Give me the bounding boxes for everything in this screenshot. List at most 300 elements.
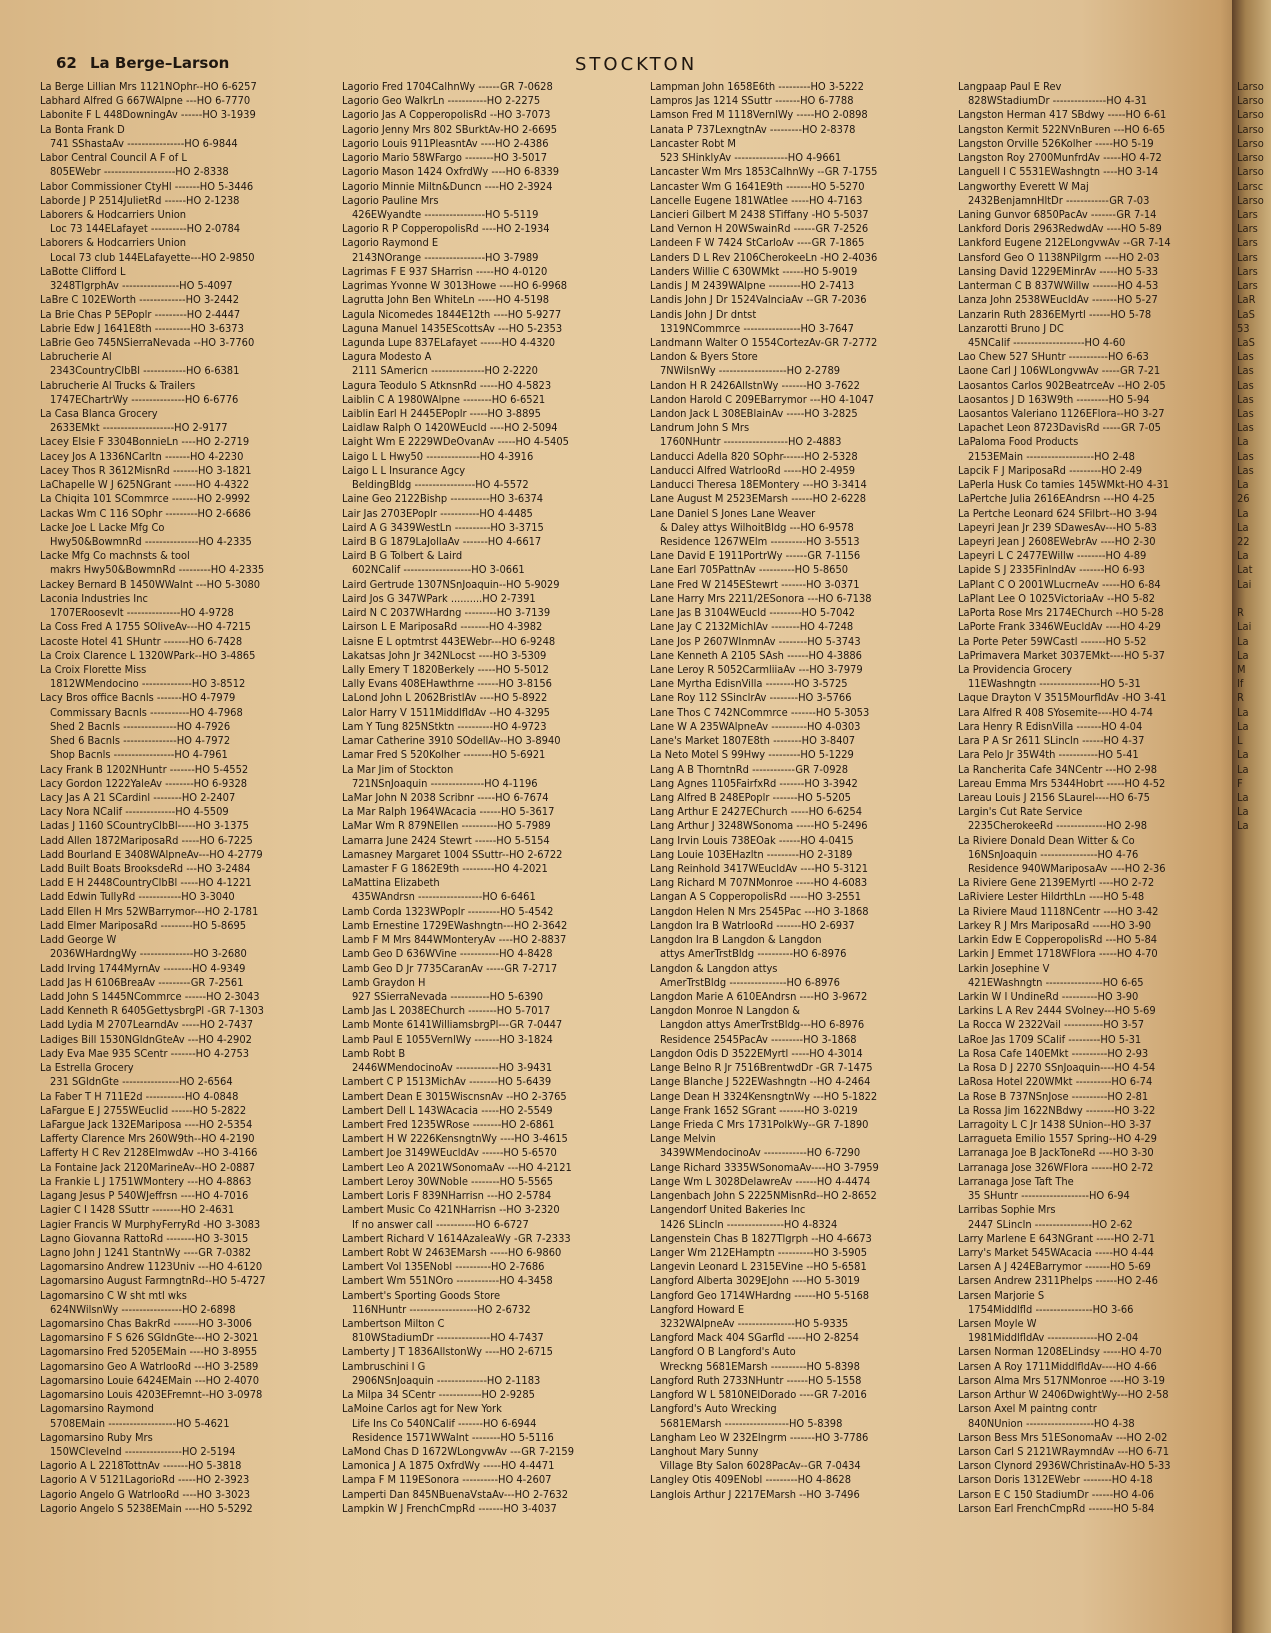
directory-entry: Langhout Mary Sunny xyxy=(650,1445,759,1458)
directory-entry: La Riviere Maud 1118NCentr ----HO 3-42 xyxy=(958,904,1159,918)
page-number: 62 xyxy=(56,54,77,72)
directory-entry: Langford Geo 1714WHardng ------HO 5-5168 xyxy=(650,1288,870,1302)
directory-entry: Lagorio Jenny Mrs 802 SBurktAv-HO 2-6695 xyxy=(342,122,558,136)
facing-page-fragment: R xyxy=(1237,606,1244,620)
directory-entry: Langford O B Langford's Auto xyxy=(650,1345,796,1359)
facing-page-fragment: Larso xyxy=(1237,165,1264,179)
directory-entry: 421EWashngtn ----------------HO 6-65 xyxy=(968,975,1144,989)
facing-page-fragment: Larso xyxy=(1237,94,1264,108)
directory-entry: 116NHuntr -------------------HO 2-6732 xyxy=(352,1302,531,1316)
directory-entry: Lamb Paul E 1055VernlWy -------HO 3-1824 xyxy=(342,1032,553,1046)
directory-entry: Larson Clynord 2936WChristinaAv-HO 5-33 xyxy=(958,1459,1171,1473)
directory-entry: Lang Irvin Louis 738EOak ------HO 4-0415 xyxy=(650,833,854,847)
directory-entry: Lang A B ThorntnRd ------------GR 7-0928 xyxy=(650,762,849,776)
directory-entry: La Bonta Frank D xyxy=(40,122,125,136)
facing-page-fragment: La xyxy=(1237,549,1249,563)
directory-entry: Lagorio Jas A CopperopolisRd --HO 3-7073 xyxy=(342,108,551,122)
directory-entry: Lamasney Margaret 1004 SSuttr--HO 2-6722 xyxy=(342,847,563,861)
directory-entry: La Rancherita Cafe 34NCentr ---HO 2-98 xyxy=(958,762,1157,776)
directory-entry: Lagorio A L 2218TottnAv -------HO 5-3818 xyxy=(40,1459,242,1473)
directory-entry: Laning Gunvor 6850PacAv -------GR 7-14 xyxy=(958,207,1157,221)
directory-entry: 840NUnion -------------------HO 4-38 xyxy=(968,1416,1135,1430)
directory-entry: Langdon Marie A 610EAndrsn ----HO 3-9672 xyxy=(650,990,868,1003)
facing-page-fragment: Larso xyxy=(1237,80,1264,93)
directory-entry: Langdon Monroe N Langdon & xyxy=(650,1004,801,1018)
directory-entry: Laborers & Hodcarriers Union xyxy=(40,207,187,221)
directory-entry: Langevin Leonard L 2315EVine --HO 5-6581 xyxy=(650,1260,867,1274)
listing-column-2 xyxy=(342,80,632,1516)
facing-page-fragment: Larso xyxy=(1237,122,1264,136)
directory-entry: Lambert Vol 135ENobl ----------HO 2-7686 xyxy=(342,1260,545,1274)
directory-entry: Ladd Kenneth R 6405GettysbrgPl -GR 7-1303 xyxy=(40,1004,264,1018)
directory-entry: Lanata P 737LexngtnAv ---------HO 2-8378 xyxy=(650,122,856,136)
directory-entry: Lady Eva Mae 935 SCentr -------HO 4-2753 xyxy=(40,1046,250,1060)
directory-entry: La Fontaine Jack 2120MarineAv--HO 2-0887 xyxy=(40,1160,256,1174)
directory-entry: Shed 2 Bacnls ---------------HO 4-7926 xyxy=(50,719,231,733)
directory-entry: 150WClevelnd ----------------HO 2-5194 xyxy=(50,1445,236,1458)
directory-entry: Lampros Jas 1214 SSuttr -------HO 6-7788 xyxy=(650,94,854,108)
directory-entry: Residence 1267WElm ----------HO 3-5513 xyxy=(660,535,860,548)
directory-entry: Laiblin Earl H 2445EPoplr -----HO 3-8895 xyxy=(342,407,541,421)
facing-page-fragment: La xyxy=(1237,819,1249,833)
directory-entry: 2143NOrange -----------------HO 3-7989 xyxy=(352,250,539,264)
directory-entry: LaMar John N 2038 Scribnr -----HO 6-7674 xyxy=(342,790,549,804)
directory-entry: Lampman John 1658E6th ---------HO 3-5222 xyxy=(650,80,864,93)
directory-entry: Lane Fred W 2145EStewrt -------HO 3-0371 xyxy=(650,577,860,591)
directory-entry: Larry Marlene E 643NGrant -----HO 2-71 xyxy=(958,1231,1155,1245)
directory-entry: 828WStadiumDr ---------------HO 4-31 xyxy=(968,94,1148,108)
directory-entry: Lacy Jas A 21 SCardinl --------HO 2-2407 xyxy=(40,790,236,804)
directory-entry: 11EWashngtn -----------------HO 5-31 xyxy=(968,677,1141,691)
directory-entry: 2153EMain -------------------HO 2-48 xyxy=(968,449,1135,463)
directory-entry: Lam Y Tung 825NStktn ----------HO 4-9723 xyxy=(342,719,547,733)
directory-entry: 7NWilsnWy -------------------HO 2-2789 xyxy=(660,364,841,378)
facing-page-fragment: La xyxy=(1237,435,1249,449)
facing-page-fragment: La xyxy=(1237,520,1249,534)
directory-entry: Lane Harry Mrs 2211/2ESonora ---HO 6-7138 xyxy=(650,591,872,605)
directory-entry: Laone Carl J 106WLongvwAv -----GR 7-21 xyxy=(958,364,1161,378)
directory-entry: Langston Kermit 522NVnBuren ---HO 6-65 xyxy=(958,122,1166,136)
directory-entry: LaRosa Hotel 220WMkt ----------HO 6-74 xyxy=(958,1075,1153,1089)
directory-entry: Lagrutta John Ben WhiteLn -----HO 4-5198 xyxy=(342,293,550,307)
directory-entry: Lairson L E MariposaRd --------HO 4-3982 xyxy=(342,620,543,634)
directory-entry: Ladd Allen 1872MariposaRd -----HO 6-7225 xyxy=(40,833,253,847)
directory-entry: LaPlant Lee O 1025VictoriaAv --HO 5-82 xyxy=(958,591,1156,605)
directory-entry: Laborers & Hodcarriers Union xyxy=(40,236,187,250)
facing-page-fragment: R xyxy=(1237,691,1244,705)
listing-column-1 xyxy=(40,80,330,1516)
directory-entry: La Rocca W 2322Vail -----------HO 3-57 xyxy=(958,1018,1145,1032)
directory-entry: Lacke Joe L Lacke Mfg Co xyxy=(40,520,165,534)
directory-entry: Residence 1571WWalnt --------HO 5-5116 xyxy=(352,1430,554,1444)
directory-entry: La Providencia Grocery xyxy=(958,662,1073,676)
directory-entry: Lally Evans 408EHawthrne ------HO 3-8156 xyxy=(342,677,552,691)
directory-entry: & Daley attys WilhoitBldg ---HO 6-9578 xyxy=(660,520,854,534)
directory-entry: 721NSnJoaquin ---------------HO 4-1196 xyxy=(352,776,538,790)
facing-page-fragment: La xyxy=(1237,719,1249,733)
directory-entry: La Berge Lillian Mrs 1121NOphr--HO 6-6257 xyxy=(40,80,257,93)
directory-entry: Lambert Robt W 2463EMarsh -----HO 6-9860 xyxy=(342,1245,562,1259)
facing-page-fragment: Larso xyxy=(1237,151,1264,165)
directory-entry: Lara P A Sr 2611 SLincln ------HO 4-37 xyxy=(958,734,1145,748)
directory-entry: Labonite F L 448DowningAv ------HO 3-1939 xyxy=(40,108,256,122)
directory-entry: Lamson Fred M 1118VernlWy -----HO 2-0898 xyxy=(650,108,868,122)
directory-entry: Lange Belno R Jr 7516BrentwdDr -GR 7-1475 xyxy=(650,1061,873,1075)
directory-entry: Ladas J 1160 SCountryClbBl-----HO 3-1375 xyxy=(40,819,249,833)
directory-entry: Lapeyri Jean J 2608EWebrAv ----HO 2-30 xyxy=(958,535,1156,548)
directory-entry: Lambert C P 1513MichAv --------HO 5-6439 xyxy=(342,1075,552,1089)
facing-page-fragment: LaS xyxy=(1237,307,1255,321)
directory-entry: Lambert Dell L 143WAcacia -----HO 2-5549 xyxy=(342,1103,553,1117)
directory-entry: Larson Arthur W 2406DwightWy---HO 2-58 xyxy=(958,1388,1169,1402)
directory-entry: La Riviere Gene 2139EMyrtl ----HO 2-72 xyxy=(958,876,1155,890)
directory-entry: Landis J M 2439WAlpne ---------HO 2-7413 xyxy=(650,279,855,293)
directory-entry: Lane Leroy R 5052CarmliiaAv ---HO 3-7979 xyxy=(650,662,863,676)
directory-entry: Lane August M 2523EMarsh ------HO 2-6228 xyxy=(650,492,867,506)
directory-entry: Lareau Louis J 2156 SLaurel----HO 6-75 xyxy=(958,790,1150,804)
directory-entry: Laque Drayton V 3515MourfldAv -HO 3-41 xyxy=(958,691,1167,705)
directory-entry: Lagura Modesto A xyxy=(342,350,432,364)
directory-entry: Landrum John S Mrs xyxy=(650,421,750,435)
directory-entry: Lara Alfred R 408 SYosemite----HO 4-74 xyxy=(958,705,1153,719)
directory-entry: Lane Daniel S Jones Lane Weaver xyxy=(650,506,816,520)
directory-entry: Lally Emery T 1820Berkely -----HO 5-5012 xyxy=(342,662,549,676)
directory-entry: Lamb Robt B xyxy=(342,1046,406,1060)
directory-entry: Lagno John J 1241 StantnWy ----GR 7-0382 xyxy=(40,1245,252,1259)
directory-entry: Larson Axel M paintng contr xyxy=(958,1402,1097,1416)
directory-entry: 45NCalif --------------------HO 4-60 xyxy=(968,335,1126,349)
directory-entry: 1981MiddlfldAv --------------HO 2-04 xyxy=(968,1331,1139,1345)
directory-entry: Ladd Ellen H Mrs 52WBarrymor---HO 2-1781 xyxy=(40,904,259,918)
directory-entry: Shop Bacnls -----------------HO 4-7961 xyxy=(50,748,228,762)
directory-entry: Lair Jas 2703EPoplr -----------HO 4-4485 xyxy=(342,506,533,520)
facing-page-fragment xyxy=(1237,592,1271,606)
facing-page-fragment: Las xyxy=(1237,392,1254,406)
directory-entry: Ladd Lydia M 2707LearndAv -----HO 2-7437 xyxy=(40,1018,254,1032)
directory-entry: Larsen A J 424EBarrymor -------HO 5-69 xyxy=(958,1260,1151,1274)
directory-entry: Lagula Nicomedes 1844E12th ----HO 5-9277 xyxy=(342,307,562,321)
facing-page-fragment: Lars xyxy=(1237,222,1258,236)
directory-entry: Lapide S J 2335FinlndAv -------HO 6-93 xyxy=(958,563,1145,577)
directory-entry: Lang Arthur E 2427EChurch -----HO 6-6254 xyxy=(650,805,862,819)
directory-entry: Commissary Bacnls -----------HO 4-7968 xyxy=(50,705,243,719)
facing-page-fragment: LaS xyxy=(1237,335,1255,349)
directory-entry: Largin's Cut Rate Service xyxy=(958,805,1083,819)
directory-entry: Laird A G 3439WestLn ----------HO 3-3715 xyxy=(342,520,544,534)
directory-entry: Ladd George W xyxy=(40,933,117,947)
directory-entry: Residence 2545PacAv ---------HO 3-1868 xyxy=(660,1032,857,1046)
directory-entry: LaMattina Elizabeth xyxy=(342,876,440,890)
directory-entry: Landucci Alfred WatrlooRd -----HO 2-4959 xyxy=(650,463,856,477)
directory-entry: Ladd Bourland E 3408WAlpneAv---HO 4-2779 xyxy=(40,847,263,861)
directory-entry: Lackey Bernard B 1450WWalnt ---HO 5-3080 xyxy=(40,577,261,591)
directory-entry: Laird Gertrude 1307NSnJoaquin--HO 5-9029 xyxy=(342,577,560,591)
facing-page-fragment: Las xyxy=(1237,378,1254,392)
directory-entry: Larsen Andrew 2311Phelps ------HO 2-46 xyxy=(958,1274,1158,1288)
directory-entry: La Rosa Cafe 140EMkt ----------HO 2-93 xyxy=(958,1046,1149,1060)
directory-entry: Langan A S CopperopolisRd -----HO 3-2551 xyxy=(650,890,862,904)
directory-entry: Lang Louie 103EHazltn ---------HO 2-3189 xyxy=(650,847,853,861)
directory-entry: Larragueta Emilio 1557 Spring--HO 4-29 xyxy=(958,1132,1157,1146)
directory-entry: Lang Arthur J 3248WSonoma -----HO 5-2496 xyxy=(650,819,868,833)
directory-entry: Lane Kenneth A 2105 SAsh ------HO 4-3886 xyxy=(650,648,862,662)
directory-entry: Larson Carl S 2121WRaymndAv ---HO 6-71 xyxy=(958,1445,1170,1458)
directory-entry: Lancelle Eugene 181WAtlee -----HO 4-7163 xyxy=(650,193,863,207)
directory-entry: Lacey Jos A 1336NCarltn -------HO 4-2230 xyxy=(40,449,244,463)
directory-entry: Larranaga Jose 326WFlora ------HO 2-72 xyxy=(958,1160,1154,1174)
directory-entry: Lane Thos C 742NCommrce -------HO 5-3053 xyxy=(650,705,870,719)
directory-entry: Lacy Gordon 1222YaleAv --------HO 6-9328 xyxy=(40,776,248,790)
directory-entry: Laconia Industries Inc xyxy=(40,591,148,605)
directory-entry: Lacy Nora NCalif --------------HO 4-5509 xyxy=(40,805,229,819)
directory-entry: Lagomarsino C W sht mtl wks xyxy=(40,1288,187,1302)
directory-entry: Langenbach John S 2225NMisnRd--HO 2-8652 xyxy=(650,1189,877,1203)
directory-entry: Landis John J Dr dntst xyxy=(650,307,757,321)
facing-page-fragment: Lai xyxy=(1237,620,1252,634)
facing-page-fragment: La xyxy=(1237,506,1249,520)
directory-entry: La Porte Peter 59WCastl -------HO 5-52 xyxy=(958,634,1147,648)
facing-page-fragment: F xyxy=(1237,776,1243,790)
directory-entry: Lagorio A V 5121LagorioRd -----HO 2-3923 xyxy=(40,1473,250,1487)
facing-page-fragment: Las xyxy=(1237,449,1254,463)
directory-entry: 5681EMarsh ------------------HO 5-8398 xyxy=(660,1416,843,1430)
directory-entry: Laight Wm E 2229WDeOvanAv -----HO 4-5405 xyxy=(342,435,569,449)
directory-entry: Langley Otis 409ENobl ---------HO 4-8628 xyxy=(650,1473,852,1487)
directory-entry: Lagomarsino Raymond xyxy=(40,1402,154,1416)
directory-entry: Lapachet Leon 8723DavisRd -----GR 7-05 xyxy=(958,421,1161,435)
directory-entry: Larkey R J Mrs MariposaRd -----HO 3-90 xyxy=(958,918,1152,932)
directory-entry: Lacey Thos R 3612MisnRd -------HO 3-1821 xyxy=(40,463,252,477)
directory-entry: 16NSnJoaquin ----------------HO 4-76 xyxy=(968,847,1139,861)
directory-entry: Ladd Edwin TullyRd ------------HO 3-3040 xyxy=(40,890,235,904)
facing-page-fragment: M xyxy=(1237,662,1246,676)
directory-entry: Labhard Alfred G 667WAlpne ---HO 6-7770 xyxy=(40,94,251,108)
facing-page-fragment: La xyxy=(1237,748,1249,762)
directory-entry: Lambert Wm 551NOro ------------HO 4-3458 xyxy=(342,1274,553,1288)
directory-entry: Langenstein Chas B 1827Tlgrph --HO 4-6673 xyxy=(650,1231,872,1245)
directory-entry: Lara Pelo Jr 35W4th -----------HO 5-41 xyxy=(958,748,1139,762)
directory-entry: Lacke Mfg Co machnsts & tool xyxy=(40,549,190,563)
directory-entry: Hwy50&BowmnRd ---------------HO 4-2335 xyxy=(50,535,252,548)
directory-entry: Lancieri Gilbert M 2438 STiffany -HO 5-5037 xyxy=(650,207,869,221)
directory-entry: Labor Central Council A F of L xyxy=(40,151,187,165)
directory-entry: AmerTrstBldg ----------------HO 6-8976 xyxy=(660,975,840,989)
directory-entry: Lange Richard 3335WSonomaAv----HO 3-7959 xyxy=(650,1160,879,1174)
directory-entry: Lane Jas B 3104WEucld ---------HO 5-7042 xyxy=(650,606,855,620)
directory-entry: Lancaster Wm G 1641E9th -------HO 5-5270 xyxy=(650,179,865,193)
directory-entry: Lagier Francis W MurphyFerryRd -HO 3-3083 xyxy=(40,1217,261,1231)
directory-entry: 3439WMendocinoAv ------------HO 6-7290 xyxy=(660,1146,861,1160)
directory-entry: Lagomarsino Andrew 1123Univ ---HO 4-6120 xyxy=(40,1260,263,1274)
facing-page-fragment: If xyxy=(1237,677,1244,691)
directory-entry: Lampa F M 119ESonora ----------HO 4-2607 xyxy=(342,1473,552,1487)
facing-page-fragment: La xyxy=(1237,762,1249,776)
facing-page-fragment: 53 xyxy=(1237,321,1250,335)
directory-entry: 1426 SLincln ----------------HO 4-8324 xyxy=(660,1217,838,1231)
directory-entry: 602NCalif -------------------HO 3-0661 xyxy=(352,563,525,577)
directory-entry: Lang Agnes 1105FairfxRd -------HO 3-3942 xyxy=(650,776,858,790)
directory-entry: If no answer call -----------HO 6-6727 xyxy=(352,1217,529,1231)
directory-entry: Laosantos J D 163W9th ---------HO 5-94 xyxy=(958,392,1150,406)
facing-page-fragment: Lai xyxy=(1237,577,1252,591)
directory-entry: 1754Middlfld ----------------HO 3-66 xyxy=(968,1302,1134,1316)
directory-entry: 2447 SLincln ----------------HO 2-62 xyxy=(968,1217,1133,1231)
directory-entry: Ladd Built Boats BrooksdeRd ---HO 3-2484 xyxy=(40,862,251,876)
directory-entry: Lange Frank 1652 SGrant -------HO 3-0219 xyxy=(650,1103,858,1117)
directory-entry: Lagorio Raymond E xyxy=(342,236,439,250)
directory-entry: 2446WMendocinoAv ------------HO 3-9431 xyxy=(352,1061,553,1075)
directory-entry: Ladd Irving 1744MyrnAv --------HO 4-9349 xyxy=(40,961,246,975)
facing-page-fragment: Las xyxy=(1237,364,1254,378)
directory-entry: La Rosa D J 2270 SSnJoaquin----HO 4-54 xyxy=(958,1061,1156,1075)
directory-entry: Lanterman C B 837WWillw -------HO 4-53 xyxy=(958,279,1159,293)
directory-entry: 426EWyandte -----------------HO 5-5119 xyxy=(352,207,539,221)
directory-entry: Larsen Moyle W xyxy=(958,1317,1037,1331)
directory-entry: Lamar Fred S 520Kolher --------HO 5-6921 xyxy=(342,748,546,762)
directory-entry: Laine Geo 2122Bishp -----------HO 3-6374 xyxy=(342,492,544,506)
directory-entry: Larsen Norman 1208ELindsy -----HO 4-70 xyxy=(958,1345,1162,1359)
directory-entry: Landon & Byers Store xyxy=(650,350,758,364)
directory-entry: Lambert Dean E 3015WiscnsnAv --HO 2-3765 xyxy=(342,1089,567,1103)
directory-entry: Lagunda Lupe 837ELafayet ------HO 4-4320 xyxy=(342,335,556,349)
directory-entry: Ladd Jas H 6106BreaAv ---------GR 7-2561 xyxy=(40,975,244,989)
directory-entry: Lamb Monte 6141WilliamsbrgPl---GR 7-0447 xyxy=(342,1018,563,1032)
directory-entry: La Riviere Donald Dean Witter & Co xyxy=(958,833,1135,847)
facing-page-fragment: La xyxy=(1237,805,1249,819)
directory-entry: LaFargue Jack 132EMariposa ----HO 2-5354 xyxy=(40,1117,253,1131)
directory-entry: LaPrimavera Market 3037EMkt----HO 5-37 xyxy=(958,648,1165,662)
directory-entry: Wreckng 5681EMarsh ----------HO 5-8398 xyxy=(660,1359,860,1373)
directory-entry: La Rose B 737NSnJose ----------HO 2-81 xyxy=(958,1089,1149,1103)
directory-entry: Lagomarsino Fred 5205EMain ----HO 3-8955 xyxy=(40,1345,258,1359)
page-header xyxy=(40,54,1230,76)
directory-entry: Laborde J P 2514JulietRd ------HO 2-1238 xyxy=(40,193,240,207)
directory-entry: Lagorio Louis 911PleasntAv ----HO 2-4386 xyxy=(342,136,549,150)
directory-entry: LaPertche Julia 2616EAndrsn ---HO 4-25 xyxy=(958,492,1155,506)
directory-entry: Lansing David 1229EMinrAv -----HO 5-33 xyxy=(958,264,1159,278)
directory-entry: La Neto Motel S 99Hwy ---------HO 5-1229 xyxy=(650,748,854,762)
directory-entry: Landucci Theresa 18EMontery ---HO 3-3414 xyxy=(650,478,867,492)
directory-entry: Lane David E 1911PortrWy ------GR 7-1156 xyxy=(650,549,861,563)
directory-entry: Lagomarsino Louie 6424EMain ---HO 2-4070 xyxy=(40,1373,260,1387)
facing-page-fragment: Lars xyxy=(1237,236,1258,250)
directory-entry: Lange Wm L 3028DelawreAv ------HO 4-4474 xyxy=(650,1174,871,1188)
directory-entry: Langer Wm 212EHamptn ----------HO 3-5905 xyxy=(650,1245,868,1259)
facing-page-fragment: La xyxy=(1237,648,1249,662)
directory-entry: 3248TlgrphAv ----------------HO 5-4097 xyxy=(50,279,233,293)
directory-entry: Lackas Wm C 116 SOphr ---------HO 2-6686 xyxy=(40,506,251,520)
directory-entry: Lafferty H C Rev 2128ElmwdAv --HO 3-4166 xyxy=(40,1146,258,1160)
directory-entry: Lange Dean H 3324KensngtnWy ---HO 5-1822 xyxy=(650,1089,878,1103)
directory-entry: Langston Roy 2700MunfrdAv -----HO 4-72 xyxy=(958,151,1162,165)
directory-entry: La Croix Clarence L 1320WPark--HO 3-4865 xyxy=(40,648,256,662)
directory-entry: LaBotte Clifford L xyxy=(40,264,126,278)
directory-entry: Lamb Corda 1323WPoplr ---------HO 5-4542 xyxy=(342,904,554,918)
facing-page-fragment: La xyxy=(1237,790,1249,804)
directory-entry: Larsen A Roy 1711MiddlfldAv----HO 4-66 xyxy=(958,1359,1157,1373)
directory-entry: Laosantos Valeriano 1126EFlora--HO 3-27 xyxy=(958,407,1165,421)
directory-entry: Langford W L 5810NElDorado ----GR 7-2016 xyxy=(650,1388,867,1402)
directory-entry: Landmann Walter O 1554CortezAv-GR 7-2772 xyxy=(650,335,878,349)
directory-entry: Landis John J Dr 1524ValnciaAv --GR 7-2036 xyxy=(650,293,867,307)
directory-entry: Loc 73 144ELafayet ----------HO 2-0784 xyxy=(50,222,241,236)
directory-entry: Landon Harold C 209EBarrymor ---HO 4-1047 xyxy=(650,392,875,406)
running-head-range: La Berge–Larson xyxy=(90,54,230,72)
directory-entry: Langworthy Everett W Maj xyxy=(958,179,1089,193)
directory-entry: Lagorio Angelo G WatrlooRd ----HO 3-3023 xyxy=(40,1487,251,1501)
directory-entry: Langford Mack 404 SGarfld -----HO 2-8254 xyxy=(650,1331,859,1345)
facing-page-fragment: Las xyxy=(1237,350,1254,364)
directory-entry: Lambert's Sporting Goods Store xyxy=(342,1288,501,1302)
directory-entry: Lambert Loris F 839NHarrisn ---HO 2-5784 xyxy=(342,1189,552,1203)
directory-entry: Langford Alberta 3029EJohn ----HO 5-3019 xyxy=(650,1274,860,1288)
facing-page-fragment: Larso xyxy=(1237,193,1264,207)
directory-entry: Lamb Graydon H xyxy=(342,975,426,989)
directory-entry: Lambert H W 2226KensngtnWy ----HO 3-4615 xyxy=(342,1132,568,1146)
directory-entry: La Frankie L J 1751WMontery ---HO 4-8863 xyxy=(40,1174,252,1188)
directory-entry: LaChapelle W J 625NGrant ------HO 4-4322 xyxy=(40,478,250,492)
directory-entry: Lagorio Pauline Mrs xyxy=(342,193,439,207)
directory-entry: LaPaloma Food Products xyxy=(958,435,1079,449)
directory-entry: La Brie Chas P 5EPoplr ---------HO 2-4447 xyxy=(40,307,241,321)
directory-entry: Lane Jos P 2607WInmnAv --------HO 5-3743 xyxy=(650,634,861,648)
directory-entry: 2633EMkt --------------------HO 2-9177 xyxy=(50,421,228,435)
facing-page-fragment: Las xyxy=(1237,421,1254,435)
directory-entry: La Mar Ralph 1964WAcacia ------HO 5-3617 xyxy=(342,805,555,819)
directory-entry: 805EWebr --------------------HO 2-8338 xyxy=(50,165,229,179)
directory-entry: Larranaga Joe B JackToneRd ----HO 3-30 xyxy=(958,1146,1154,1160)
directory-entry: Lapcik F J MariposaRd ---------HO 2-49 xyxy=(958,463,1143,477)
directory-entry: 5708EMain -------------------HO 5-4621 xyxy=(50,1416,230,1430)
directory-entry: Shed 6 Bacnls ---------------HO 4-7972 xyxy=(50,734,231,748)
directory-entry: Lane's Market 1807E8th --------HO 3-8407 xyxy=(650,734,856,748)
directory-entry: Lansford Geo O 1138NPilgrm ----HO 2-03 xyxy=(958,250,1160,264)
directory-entry: Lampkin W J FrenchCmpRd -------HO 3-4037 xyxy=(342,1501,557,1515)
directory-entry: Lange Melvin xyxy=(650,1132,716,1146)
facing-page-fragment: Las xyxy=(1237,463,1254,477)
directory-entry: Laird B G Tolbert & Laird xyxy=(342,549,463,563)
facing-page-fragment: La xyxy=(1237,478,1249,492)
directory-entry: La Chiqita 101 SCommrce -------HO 2-9992 xyxy=(40,492,251,506)
directory-entry: Ladiges Bill 1530NGldnGteAv ---HO 4-2902 xyxy=(40,1032,252,1046)
directory-entry: Larson E C 150 StadiumDr ------HO 4-06 xyxy=(958,1487,1155,1501)
directory-entry: Lanza John 2538WEucldAv -------HO 5-27 xyxy=(958,293,1158,307)
directory-entry: La Coss Fred A 1755 SOliveAv---HO 4-7215 xyxy=(40,620,251,634)
directory-entry: Residence 940WMariposaAv ----HO 2-36 xyxy=(968,862,1166,876)
directory-entry: Larkins L A Rev 2444 SVolney---HO 5-69 xyxy=(958,1004,1156,1018)
directory-entry: Labrucherie Al Trucks & Trailers xyxy=(40,378,196,392)
directory-entry: Lane Jay C 2132MichlAv --------HO 4-7248 xyxy=(650,620,854,634)
directory-entry: Lagomarsino Geo A WatrlooRd ---HO 3-2589 xyxy=(40,1359,259,1373)
directory-entry: La Mar Jim of Stockton xyxy=(342,762,454,776)
directory-entry: La Milpa 34 SCentr ------------HO 2-9285 xyxy=(342,1388,535,1402)
directory-entry: Larragoity L C Jr 1438 SUnion--HO 3-37 xyxy=(958,1117,1152,1131)
directory-entry: La Casa Blanca Grocery xyxy=(40,407,158,421)
directory-entry: Lankford Eugene 212ELongvwAv --GR 7-14 xyxy=(958,236,1171,250)
directory-entry: 2343CountryClbBl ------------HO 6-6381 xyxy=(50,364,240,378)
directory-entry: 810WStadiumDr ---------------HO 4-7437 xyxy=(352,1331,544,1345)
directory-entry: Lang Alfred B 248EPoplr -------HO 5-5205 xyxy=(650,790,851,804)
directory-entry: 2906NSnJoaquin --------------HO 2-1183 xyxy=(352,1373,541,1387)
directory-entry: Larribas Sophie Mrs xyxy=(958,1203,1056,1217)
directory-entry: Lambruschini I G xyxy=(342,1359,426,1373)
directory-entry: Lakatsas John Jr 342NLocst ----HO 3-5309 xyxy=(342,648,547,662)
directory-entry: 2036WHardngWy ---------------HO 3-2680 xyxy=(50,947,247,961)
directory-entry: Lagorio Mario 58WFargo --------HO 3-5017 xyxy=(342,151,548,165)
directory-entry: Langdon & Langdon attys xyxy=(650,961,778,975)
directory-entry: Larson Bess Mrs 51ESonomaAv ---HO 2-02 xyxy=(958,1430,1168,1444)
facing-page-fragment: Lars xyxy=(1237,250,1258,264)
